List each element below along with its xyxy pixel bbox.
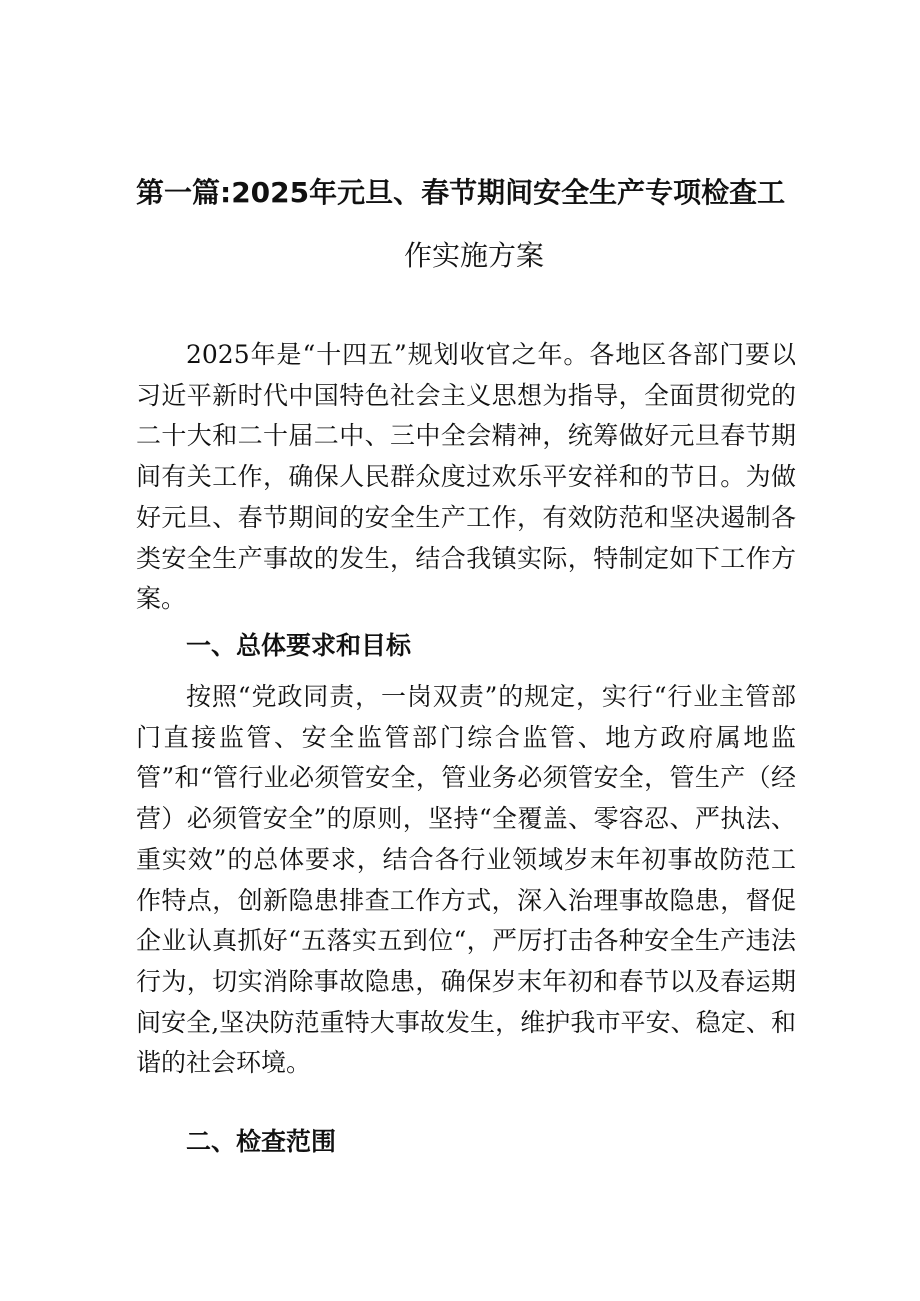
document-title-line-1: 第一篇:2025年元旦、春节期间安全生产专项检查工 bbox=[136, 176, 786, 209]
section-heading-requirements: 一、总体要求和目标 bbox=[186, 631, 412, 660]
document-title-line-2: 作实施方案 bbox=[404, 239, 545, 272]
section-paragraph-requirements: 按照“党政同责，一岗双责”的规定，实行“行业主管部门直接监管、安全监管部门综合监管、地方政府属地监管”和“管行业必须管安全，管业务必须管安全，管生产（经营）必须管安全”的原则，坚持“全覆盖、零容忍、严执法、重实效”的总体要求，结合各行业领域岁末年初事故防范工作特点，创新隐患排查工作方式，深入治理事故隐患，督促企业认真抓好“五落实五到位“，严厉打击各种安全生产违法行为，切实消除事故隐患，确保岁末年初和春节以及春运期间安全,坚决防范重特大事故发生，维护我市平安、稳定、和谐的社会环境。 bbox=[136, 682, 796, 1078]
section-heading-scope: 二、检查范围 bbox=[186, 1127, 337, 1156]
intro-paragraph: 2025年是“十四五”规划收官之年。各地区各部门要以习近平新时代中国特色社会主义思想为指导，全面贯彻党的二十大和二十届二中、三中全会精神，统筹做好元旦春节期间有关工作，确保人民群众度过欢乐平安祥和的节日。为做好元旦、春节期间的安全生产工作，有效防范和坚决遏制各类安全生产事故的发生，结合我镇实际，特制定如下工作方案。 bbox=[136, 340, 796, 614]
